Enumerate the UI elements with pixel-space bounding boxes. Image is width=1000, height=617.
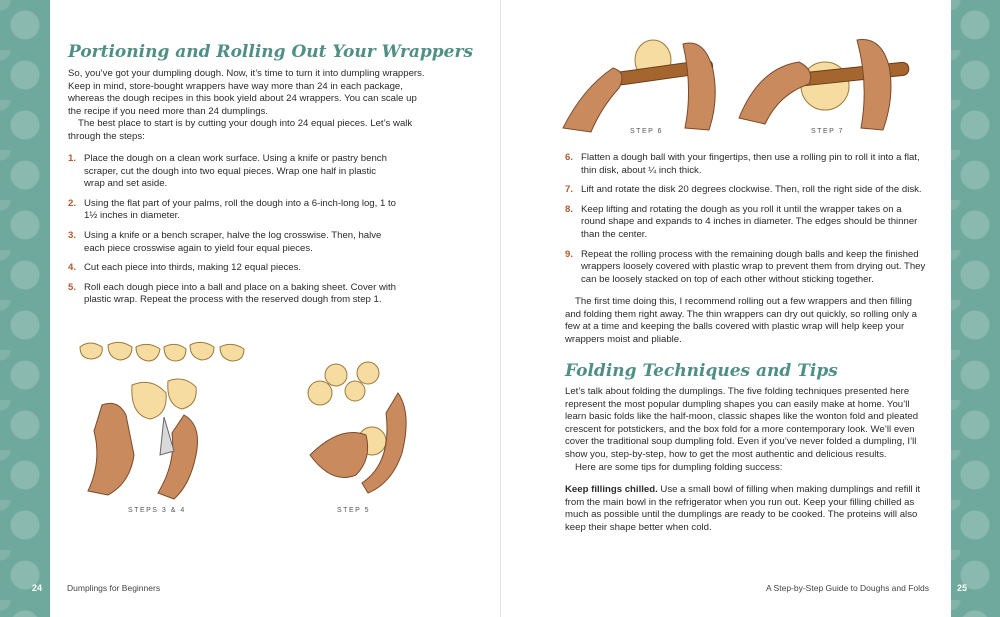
left-page [32, 0, 500, 617]
tip-label: Keep fillings chilled. [565, 484, 658, 495]
left-decorative-border [0, 0, 50, 617]
intro-paragraph-1: So, you’ve got your dumpling dough. Now, it’s time to turn it into dumpling wrappers. Keep in mind, store-bought wrappers have way more than 24 in each package, whereas the dough recipes in this book yield about 24 wrappers. You can scale up the recipe if you need more than 24 dumplings. [68, 68, 425, 117]
section-heading-portioning: Portioning and Rolling Out Your Wrappers [68, 42, 474, 62]
illustration-step-5 [300, 365, 430, 505]
caption-steps-3-4: STEPS 3 & 4 [128, 507, 186, 514]
caption-step-7: STEP 7 [811, 128, 844, 135]
step-item: 3. Using a knife or a bench scraper, halve the log crosswise. Then, halve each piece crosswise again to yield four equal pieces. [68, 229, 382, 254]
running-head-right: A Step-by-Step Guide to Doughs and Folds [766, 583, 930, 593]
running-head-left: Dumplings for Beginners [67, 583, 161, 593]
section-heading-folding: Folding Techniques and Tips [565, 361, 838, 381]
caption-step-6: STEP 6 [630, 128, 663, 135]
right-page [500, 0, 968, 617]
step-item: 9. Repeat the rolling process with the remaining dough balls and keep the finished wrappers loosely covered with plastic wrap to prevent them from drying out. They can be loosely stacked on top of each other without sticking together. [565, 248, 926, 285]
folding-paragraph-2: Here are some tips for dumpling folding success: [575, 461, 783, 473]
illustration-step-7 [739, 38, 909, 138]
step-item: 2. Using the flat part of your palms, roll the dough into a 6-inch-long log, 1 to 1½ inches in diameter. [68, 197, 396, 222]
illustration-steps-3-4 [72, 335, 272, 505]
intro-text [68, 68, 430, 144]
folding-paragraph-1: Let’s talk about folding the dumplings. The five folding techniques presented here represent the most popular dumpling shapes you can easily make at home. You’ll learn basic folds like the half-moon, classic shapes like the wonton fold and pleated crescent for potstickers, and the box fold for a more contemporary look. We’ll even cover the traditional soup dumpling fold. Even if you’ve never folded a dumpling, I’ll show you, step-by-step, how to get the most authentic and delicious results. [565, 386, 919, 460]
tip-paragraph [565, 484, 927, 534]
step-item: 6. Flatten a dough ball with your fingertips, then use a rolling pin to roll it into a flat, thin disk, about ¼ inch thick. [565, 152, 920, 176]
steps-list-6-9 [565, 152, 927, 293]
page-number-right: 25 [957, 583, 968, 593]
step-item: 1. Place the dough on a clean work surface. Using a knife or pastry bench scraper, cut the dough into two equal pieces. Wrap one half in plastic wrap and set aside. [68, 153, 387, 190]
steps-list-1-5 [68, 153, 398, 314]
caption-step-5: STEP 5 [337, 507, 370, 514]
step-item: 5. Roll each dough piece into a ball and place on a baking sheet. Cover with plastic wrap. Repeat the process with the reserved dough from step 1. [68, 281, 397, 306]
page-number-left: 24 [32, 583, 43, 593]
step-item: 8. Keep lifting and rotating the dough as you roll it until the wrapper takes on a round shape and expands to 4 inches in diameter. The edges should be thinner than the center. [565, 203, 918, 240]
after-steps-paragraph: The first time doing this, I recommend rolling out a few wrappers and then filling and folding them right away. The thin wrappers can dry out quickly, so rolling only a few at a time and keeping the balls covered with plastic wrap will help keep your wrappers moist and pliable. [565, 296, 917, 345]
right-decorative-border [950, 0, 1000, 617]
step-item: 7. Lift and rotate the disk 20 degrees clockwise. Then, roll the right side of the disk. [565, 184, 922, 196]
intro-paragraph-2: The best place to start is by cutting your dough into 24 equal pieces. Let’s walk through the steps: [68, 118, 413, 142]
step-item: 4. Cut each piece into thirds, making 12 equal pieces. [68, 262, 302, 274]
illustration-step-6 [563, 38, 723, 138]
folding-text [565, 386, 927, 474]
tip-text: Use a small bowl of filling when making dumplings and refill it from the main bowl in the refrigerator when you run out. Keep your filling chilled as much as possible until the dumplings are ready to be cooked. The proteins will also keep their shape better when cold. [565, 484, 921, 533]
